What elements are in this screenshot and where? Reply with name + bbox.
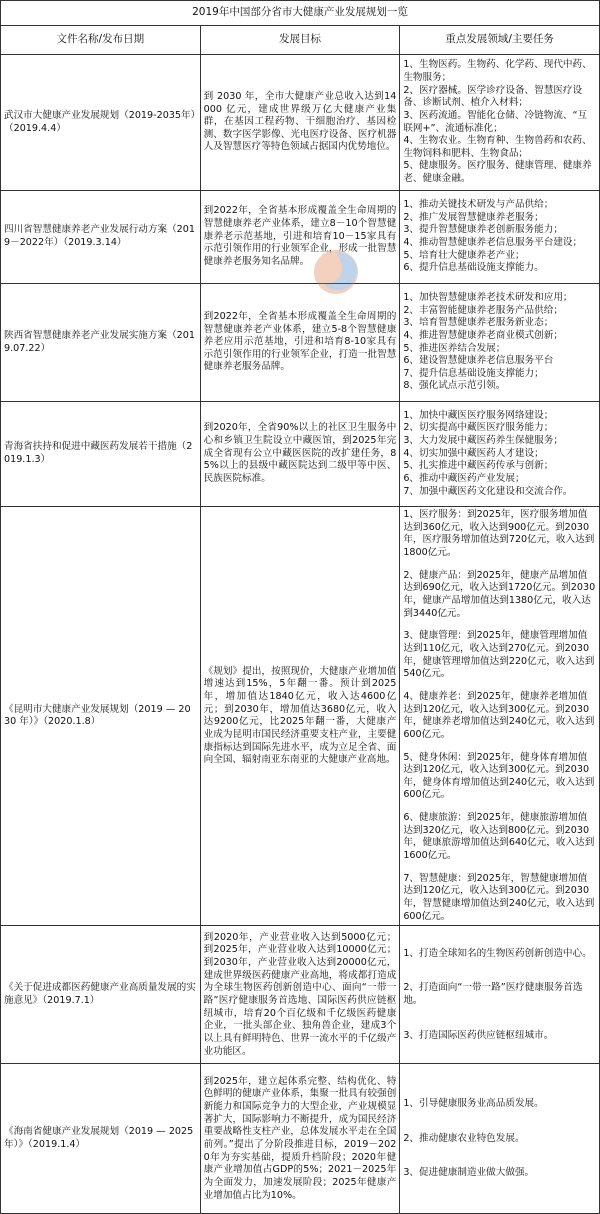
row-file-name: 陕西省智慧健康养老产业发展实施方案（2019.07.22） bbox=[1, 284, 201, 402]
row-tasks bbox=[400, 402, 600, 507]
table-title-row bbox=[1, 1, 600, 26]
row-goal: 到2022年，全省基本形成覆盖全生命周期的智慧健康养老产业体系，建立5-8个智慧健康养老应用示范基地，引进和培育8-10家具有示范引领作用的行业领军企业，打造一批智慧健康养老服务品牌。 bbox=[200, 284, 400, 402]
task-item: 3、医药流通。智能化仓储、冷链物流、“互联网+”、流通标准化； bbox=[403, 109, 588, 134]
row-file-name: 武汉市大健康产业发展规划（2019-2035年）（2019.4.4） bbox=[1, 55, 201, 191]
table-row bbox=[1, 1064, 600, 1214]
task-item: 1、加快智慧健康养老技术研发和应用； bbox=[403, 291, 573, 303]
row-tasks bbox=[400, 55, 600, 191]
task-item: 2、健康产品：到2025年，健康产品增加值达到690亿元，收入达到1720亿元。到2030年，健康产品增加值达到1380亿元，收入达到3440亿元。 bbox=[403, 569, 596, 619]
row-goal: 《规划》提出，按照现价，大健康产业增加值增速达到15%，5年翻一番。预计到2025年，增加值达1840亿元，收入达4600亿元；到2030年，增加值达3680亿元，收入达9200亿元，比2025年翻一番，大健康产业成为昆明市国民经济重要支柱产业，主要健康指标达到国际先进水平，成为立足全省、面向全国、辐射南亚东南亚的大健康产业高地。 bbox=[200, 507, 400, 926]
table-row bbox=[1, 284, 600, 402]
row-tasks bbox=[400, 1064, 600, 1214]
table-row bbox=[1, 926, 600, 1064]
task-item: 5、扎实推进中藏医药传承与创新； bbox=[403, 460, 554, 472]
task-item: 5、推进医养结合发展； bbox=[403, 342, 506, 354]
table-row bbox=[1, 507, 600, 926]
row-file-name: 四川省智慧健康养老产业发展行动方案（2019－2022年）（2019.3.14） bbox=[1, 191, 201, 284]
task-item: 4、推进智慧健康养老商业模式创新； bbox=[403, 329, 563, 341]
task-item: 7、智慧健康：到2025年，智慧健康增加值达到120亿元，收入达到300亿元。到2030年，智慧健康增加值达到240亿元，收入达到600亿元。 bbox=[403, 872, 595, 922]
task-item: 8、强化试点示范引领。 bbox=[403, 380, 506, 392]
table-title: 2019年中国部分省市大健康产业发展规划一览 bbox=[1, 1, 600, 26]
row-goal: 到2020年，产业营业收入达到5000亿元；到2025年，产业营业收入达到10000亿元；到2030年，产业营业收入达到20000亿元，建成世界级医药健康产业高地，将成都打造成为全球生物医药创新创造中心、面向“一带一路”医疗健康服务首选地、国际医药供应链枢纽城市，培育20个百亿级和千亿级医药健康企业，一批头部企业、独角兽企业，建成3个以上具有鲜明特色、世界一流水平的千亿级产业功能区。 bbox=[200, 926, 400, 1064]
task-item: 6、健康旅游：到2025年，健康旅游增加值达到320亿元，收入达到800亿元。到2030年，健康旅游增加值达到640亿元，收入达到1600亿元。 bbox=[403, 812, 595, 862]
row-tasks bbox=[400, 507, 600, 926]
row-goal: 到 2030 年，全市大健康产业总收入达到14000 亿元，建成世界级万亿大健康产业集群，在基因工程药物、干细胞治疗、基因检测、数字医学影像、光电医疗设备、医疗机器人及智慧医疗等特色领域占据国内优势地位。 bbox=[200, 55, 400, 191]
table-row bbox=[1, 402, 600, 507]
task-item: 3、提升智慧健康养老创新服务能力； bbox=[403, 224, 563, 236]
task-item: 5、培育壮大健康养老产业； bbox=[403, 249, 525, 261]
task-item: 2、推动健康农业特色发展。 bbox=[403, 1132, 525, 1144]
task-item: 4、切实加强中藏医药人才建设； bbox=[403, 447, 544, 459]
task-item: 7、提升信息基础设施支撑能力； bbox=[403, 367, 544, 379]
table-row bbox=[1, 191, 600, 284]
task-item: 4、推动智慧健康养老信息服务平台建设； bbox=[403, 237, 583, 248]
task-item: 2、打造面向“一带一路”医疗健康服务首选地。 bbox=[403, 982, 583, 1006]
row-file-name: 《昆明市大健康产业发展规划（2019 — 2030 年）》（2020.1.8） bbox=[1, 507, 201, 926]
header-file-name: 文件名称/发布日期 bbox=[1, 26, 201, 55]
task-item: 1、医疗服务：到2025年，医疗服务增加值达到360亿元，收入达到900亿元。到2030年，医疗服务增加值达到720亿元，收入达到1800亿元。 bbox=[403, 509, 595, 558]
task-item: 1、引导健康服务业高品质发展。 bbox=[403, 1097, 544, 1109]
task-item: 2、推广发展智慧健康养老服务； bbox=[403, 211, 544, 223]
task-item: 6、提升信息基础设施支撑能力。 bbox=[403, 262, 544, 274]
task-item: 3、打造国际医药供应链枢纽城市。 bbox=[403, 1029, 554, 1041]
task-item: 2、丰富智能健康养老服务产品供给； bbox=[403, 304, 563, 316]
table-row bbox=[1, 55, 600, 191]
row-goal: 到2020年，全省90%以上的社区卫生服务中心和乡镇卫生院设立中藏医馆，到2025年完成全省现有公立中藏医医院的改扩建任务，85%以上的县级中藏医院达到二级甲等中医、民族医院标准。 bbox=[200, 402, 400, 507]
task-item: 3、培育智慧健康养老服务新业态； bbox=[403, 317, 554, 329]
row-goal: 到2022年，全省基本形成覆盖全生命周期的智慧健康养老产业体系，建立8－10个智慧健康养老示范基地，引进和培育10－15家具有示范引领作用的行业领军企业，形成一批智慧健康养老服务知名品牌。 bbox=[200, 191, 400, 284]
table-header-row bbox=[1, 26, 600, 55]
row-file-name: 《海南省健康产业发展规划（2019 — 2025 年）》（2019.1.4） bbox=[1, 1064, 201, 1214]
row-tasks bbox=[400, 284, 600, 402]
row-file-name: 青海省扶持和促进中藏医药发展若干措施（2019.1.3） bbox=[1, 402, 201, 507]
header-goal: 发展目标 bbox=[200, 26, 400, 55]
task-item: 5、健康服务。医疗服务、健康管理、健康养老、健康金融。 bbox=[403, 160, 592, 185]
row-goal: 到2025年，建立起体系完整、结构优化、特色鲜明的健康产业体系，集聚一批具有较强创新能力和国际竞争力的大型企业，产业规模显著扩大，国际影响力不断提升，成为国民经济重要战略性支柱产业，总体发展水平走在全国前列。”提出了分阶段推进目标，2019－2020年为夯实基础，提质升档阶段；2020年健康产业增加值占GDP的5%；2021－2025年为全面发力，加速发展阶段；2025年健康产业增加值占比为10%。 bbox=[200, 1064, 400, 1214]
task-item: 5、健身休闲：到2025年，健身体育增加值达到120亿元，收入达到300亿元。到2030年，健身体育增加值达到240亿元，收入达到600亿元。 bbox=[403, 751, 595, 801]
task-item: 3、健康管理：到2025年，健康管理增加值达到110亿元，收入达到270亿元。到2030年，健康管理增加值达到220亿元，收入达到540亿元。 bbox=[403, 630, 595, 680]
task-item: 7、加强中藏医药文化建设和交流合作。 bbox=[403, 485, 573, 497]
task-item: 1、打造全球知名的生物医药创新创造中心。 bbox=[403, 947, 592, 959]
task-item: 1、生物医药。生物药、化学药、现代中药、生物服务； bbox=[403, 59, 592, 83]
header-tasks: 重点发展领域/主要任务 bbox=[400, 26, 600, 55]
task-item: 4、生物农业。生物育种、生物兽药和农药、生物饲料和肥料、生物食品； bbox=[403, 135, 592, 159]
task-item: 3、促进健康制造业做大做强。 bbox=[403, 1167, 535, 1179]
task-item: 3、大力发展中藏医药养生保健服务； bbox=[403, 435, 563, 447]
row-tasks bbox=[400, 926, 600, 1064]
task-item: 4、健康养老：到2025年，健康养老增加值达到120亿元，收入达到300亿元。到2030年，健康养老增加值达到240亿元，收入达到600亿元。 bbox=[403, 690, 595, 740]
task-item: 1、推动关键技术研发与产品供给； bbox=[403, 199, 554, 211]
task-item: 6、建设智慧健康养老信息服务平台 bbox=[403, 355, 554, 367]
row-file-name: 《关于促进成都医药健康产业高质量发展的实施意见》（2019.7.1） bbox=[1, 926, 201, 1064]
task-item: 6、推动中藏医药产业发展； bbox=[403, 472, 525, 484]
task-item: 2、切实提高中藏医医疗服务能力； bbox=[403, 422, 554, 434]
task-item: 1、加快中藏医医疗服务网络建设； bbox=[403, 409, 554, 421]
row-tasks bbox=[400, 191, 600, 284]
task-item: 2、医疗器械。医学诊疗设备、智慧医疗设备、诊断试剂、植介入材料； bbox=[403, 84, 583, 109]
